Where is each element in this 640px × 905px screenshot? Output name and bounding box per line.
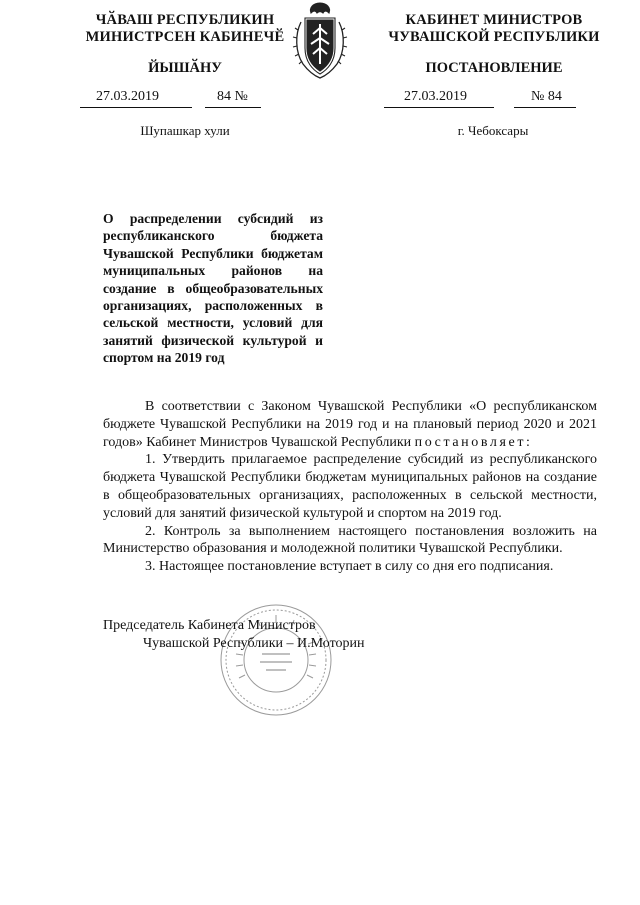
- header-left-number: 84 №: [217, 89, 248, 104]
- preamble-paragraph: [103, 398, 597, 451]
- item-1: 1. Утвердить прилагаемое распределение субсидий из республиканского бюджета Чувашской Республики бюджетам муниципальных районов на создание в общеобразовательных организациях, расположенных в сельской местности, условий для занятий физической культурой и спортом на 2019 год.: [103, 452, 597, 521]
- header-right-number-line: [514, 107, 576, 108]
- preamble-text: В соответствии с Законом Чувашской Республики «О республиканском бюджете Чувашской Республики на 2019 год и на плановый период 2020 и 2021 годов» Кабинет Министров Чувашской Республики: [103, 399, 597, 450]
- header-left-doc-type: ЙЫШӐНУ: [148, 60, 222, 76]
- chuvash-coat-of-arms-icon: [291, 0, 349, 82]
- header-right-line2: ЧУВАШСКОЙ РЕСПУБЛИКИ: [388, 29, 600, 45]
- signature-line1: Председатель Кабинета Министров: [103, 618, 316, 633]
- header-right-number: № 84: [531, 89, 562, 104]
- header-right-date: 27.03.2019: [404, 89, 467, 104]
- header-left-line2: МИНИСТРСЕН КАБИНЕЧӖ: [85, 29, 285, 45]
- header-right-date-line: [384, 107, 494, 108]
- header-right-line1: КАБИНЕТ МИНИСТРОВ: [405, 12, 583, 28]
- resolves-word: постановляет:: [414, 434, 533, 450]
- document-body: [103, 398, 597, 576]
- header-left-city: Шупашкар хули: [140, 123, 230, 138]
- signature-line2: Чувашской Республики – И.Моторин: [143, 636, 365, 651]
- header-left-org: [60, 12, 310, 46]
- item-3: 3. Настоящее постановление вступает в силу со дня его подписания.: [145, 559, 554, 575]
- header-left-line1: ЧӐВАШ РЕСПУБЛИКИН: [95, 12, 275, 28]
- header-left-date-line: [80, 107, 192, 108]
- header-left-date: 27.03.2019: [96, 89, 159, 104]
- header-right-doc-type: ПОСТАНОВЛЕНИЕ: [425, 60, 563, 76]
- signature-block: [103, 617, 403, 653]
- header-right-org: [370, 12, 618, 46]
- document-title: О распределении субсидий из республиканского бюджета Чувашской Республики бюджетам муниципальных районов на создание в общеобразовательных организациях, расположенных в сельской местности, условий для занятий физической культурой и спортом на 2019 год: [103, 211, 323, 366]
- header-right-city: г. Чебоксары: [457, 123, 529, 138]
- header-left-number-line: [205, 107, 261, 108]
- item-2: 2. Контроль за выполнением настоящего постановления возложить на Министерство образования и молодежной политики Чувашской Республики.: [103, 523, 597, 557]
